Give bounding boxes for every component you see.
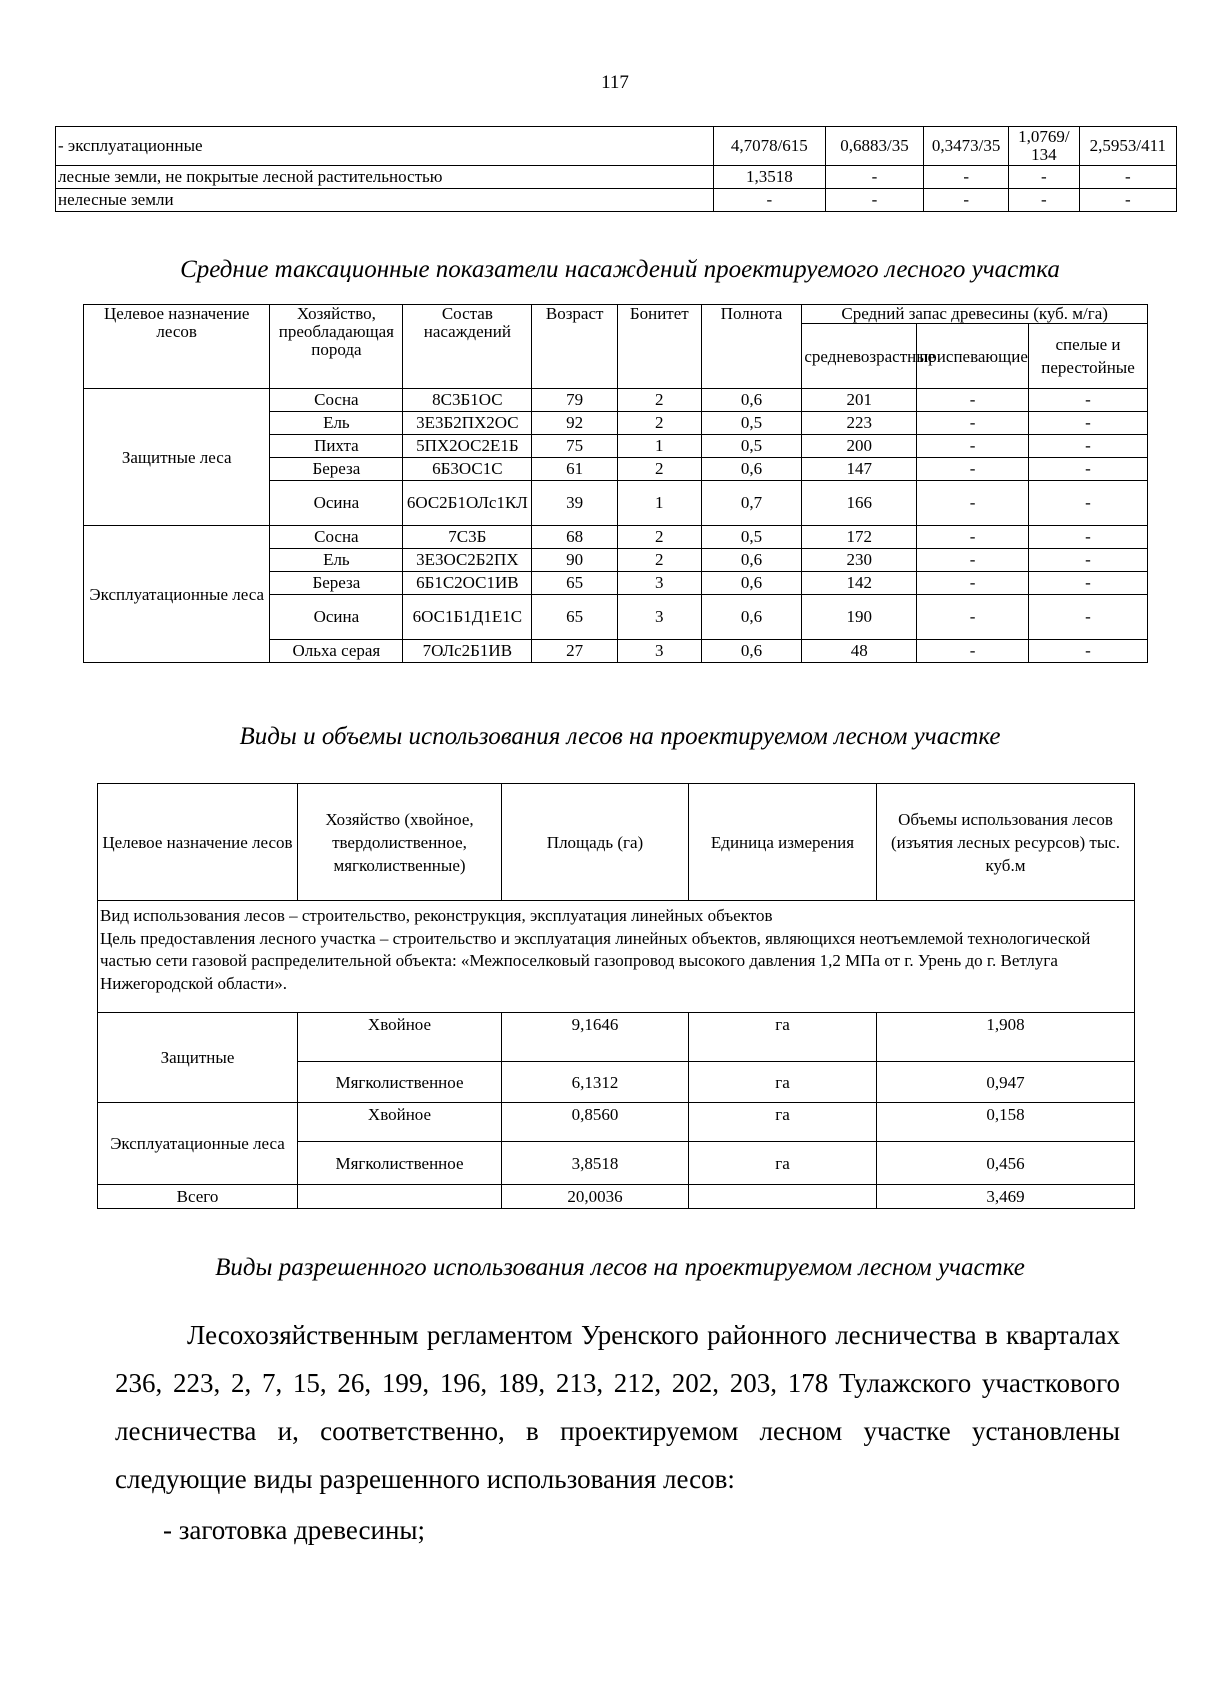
cell-volume: 0,947 [877, 1062, 1135, 1103]
header-area: Площадь (га) [502, 784, 689, 901]
row-label: - эксплуатационные [56, 127, 714, 166]
cell-ripening: - [917, 640, 1029, 663]
cell-composition: 7С3Б [403, 526, 532, 549]
header-volume: Объемы использования лесов (изъятия лесных ресурсов) тыс. куб.м [877, 784, 1135, 901]
cell-mid: 166 [802, 481, 917, 526]
cell-volume: 0,456 [877, 1142, 1135, 1185]
cell: 2,5953/411 [1079, 127, 1176, 166]
cell [689, 1185, 877, 1209]
cell-area: 3,8518 [502, 1142, 689, 1185]
table-row [84, 389, 1148, 412]
cell-density: 0,6 [701, 458, 802, 481]
cell-density: 0,6 [701, 595, 802, 640]
cell-age: 27 [532, 640, 618, 663]
cell-unit: га [689, 1062, 877, 1103]
row-label: лесные земли, не покрытые лесной растительностью [56, 166, 714, 189]
cell-density: 0,6 [701, 389, 802, 412]
cell-mature: - [1029, 412, 1148, 435]
header-stock-mature: спелые и перестойные [1029, 324, 1148, 389]
group-name: Эксплуатационные леса [84, 526, 270, 663]
cell-species: Ольха серая [270, 640, 403, 663]
cell-species: Ель [270, 412, 403, 435]
cell-age: 61 [532, 458, 618, 481]
table-row [98, 1013, 1135, 1062]
cell-mid: 200 [802, 435, 917, 458]
cell-mature: - [1029, 458, 1148, 481]
taxation-table [83, 304, 1148, 663]
cell-age: 90 [532, 549, 618, 572]
cell [298, 1185, 502, 1209]
cell-ripening: - [917, 435, 1029, 458]
heading-permitted: Виды разрешенного использования лесов на проектируемом лесном участке [215, 1254, 1025, 1281]
note-row [98, 901, 1135, 1013]
table-row [98, 1103, 1135, 1142]
cell-mature: - [1029, 572, 1148, 595]
header-stock-ripening: приспевающие [917, 324, 1029, 389]
cell-density: 0,5 [701, 412, 802, 435]
usage-goal: Цель предоставления лесного участка – строительство и эксплуатация линейных объектов, являющихся неотъемлемой технологической частью сети газовой распределительной объекта: «Межпоселковый газопровод высокого давления 1,2 МПа от г. Урень до г. Ветлуга Нижегородской области». [100, 928, 1091, 993]
table-row [84, 526, 1148, 549]
usage-note [98, 901, 1135, 1013]
cell-species: Осина [270, 481, 403, 526]
table-row [56, 166, 1177, 189]
cell-age: 65 [532, 595, 618, 640]
cell-bonitet: 2 [617, 458, 701, 481]
total-area: 20,0036 [502, 1185, 689, 1209]
table-row [56, 189, 1177, 212]
cell-mid: 201 [802, 389, 917, 412]
header-species: Хозяйство, преобладающая порода [270, 305, 403, 389]
cell-bonitet: 3 [617, 595, 701, 640]
cell: - [924, 189, 1009, 212]
cell-unit: га [689, 1013, 877, 1062]
cell-bonitet: 1 [617, 435, 701, 458]
page-number: 117 [601, 72, 629, 93]
cell-ripening: - [917, 389, 1029, 412]
cell-farm: Мягколиственное [298, 1062, 502, 1103]
header-stock-mid: средневозрастные [802, 324, 917, 389]
cell-farm: Хвойное [298, 1013, 502, 1062]
cell-ripening: - [917, 481, 1029, 526]
cell-bonitet: 2 [617, 389, 701, 412]
header-stock: Средний запас древесины (куб. м/га) [802, 305, 1148, 324]
cell-area: 9,1646 [502, 1013, 689, 1062]
cell-mature: - [1029, 526, 1148, 549]
total-label: Всего [98, 1185, 298, 1209]
cell-species: Береза [270, 572, 403, 595]
cell: - [924, 166, 1009, 189]
bullet-item: - заготовка древесины; [163, 1515, 426, 1545]
cell-species: Береза [270, 458, 403, 481]
cell-mature: - [1029, 595, 1148, 640]
cell-mid: 48 [802, 640, 917, 663]
cell-composition: 5ПХ2ОС2Е1Б [403, 435, 532, 458]
header-density: Полнота [701, 305, 802, 389]
header-unit: Единица измерения [689, 784, 877, 901]
cell-farm: Мягколиственное [298, 1142, 502, 1185]
header-purpose: Целевое назначение лесов [98, 784, 298, 901]
cell: - [1009, 189, 1079, 212]
header-row [98, 784, 1135, 901]
paragraph-text: Лесохозяйственным регламентом Уренского районного лесничества в кварталах 236, 223, 2, 7, 15, 26, 199, 196, 189, 213, 212, 202, 203, 178 Тулажского участкового лесничества и, соответственно, в проектируемом лесном участке установлены следующие виды разрешенного использования лесов: [115, 1320, 1120, 1494]
cell-species: Ель [270, 549, 403, 572]
cell-ripening: - [917, 526, 1029, 549]
cell-ripening: - [917, 549, 1029, 572]
cell-age: 92 [532, 412, 618, 435]
cell-density: 0,6 [701, 549, 802, 572]
usage-type: Вид использования лесов – строительство, реконструкция, эксплуатация линейных объектов [100, 906, 773, 925]
cell-farm: Хвойное [298, 1103, 502, 1142]
cell: - [1079, 189, 1176, 212]
cell-ripening: - [917, 595, 1029, 640]
table-row [56, 127, 1177, 166]
cell-bonitet: 2 [617, 549, 701, 572]
group-name: Эксплуатационные леса [98, 1103, 298, 1185]
cell-mature: - [1029, 389, 1148, 412]
header-row [84, 305, 1148, 324]
cell-mature: - [1029, 640, 1148, 663]
usage-table [97, 783, 1135, 1209]
cell-bonitet: 1 [617, 481, 701, 526]
cell: - [1079, 166, 1176, 189]
cell-species: Сосна [270, 389, 403, 412]
cell-volume: 0,158 [877, 1103, 1135, 1142]
cell-mid: 172 [802, 526, 917, 549]
cell-density: 0,5 [701, 526, 802, 549]
cell: 0,6883/35 [825, 127, 923, 166]
cell-mid: 147 [802, 458, 917, 481]
header-purpose: Целевое назначение лесов [84, 305, 270, 389]
cell-mid: 230 [802, 549, 917, 572]
cell-age: 75 [532, 435, 618, 458]
cell-composition: 6ОС1Б1Д1Е1С [403, 595, 532, 640]
cell-ripening: - [917, 458, 1029, 481]
cell-ripening: - [917, 412, 1029, 435]
cell-mature: - [1029, 435, 1148, 458]
cell-composition: 7ОЛс2Б1ИВ [403, 640, 532, 663]
cell-density: 0,6 [701, 640, 802, 663]
cell-ripening: - [917, 572, 1029, 595]
group-name: Защитные леса [84, 389, 270, 526]
cell-mid: 190 [802, 595, 917, 640]
cell-unit: га [689, 1103, 877, 1142]
cell-mature: - [1029, 549, 1148, 572]
cell: - [825, 166, 923, 189]
cell-mid: 142 [802, 572, 917, 595]
header-age: Возраст [532, 305, 618, 389]
cell: 4,7078/615 [713, 127, 825, 166]
cell-bonitet: 2 [617, 526, 701, 549]
land-category-table [55, 126, 1177, 212]
cell-species: Осина [270, 595, 403, 640]
total-volume: 3,469 [877, 1185, 1135, 1209]
cell-bonitet: 3 [617, 572, 701, 595]
row-label: нелесные земли [56, 189, 714, 212]
cell-composition: 6Б1С2ОС1ИВ [403, 572, 532, 595]
header-bonitet: Бонитет [617, 305, 701, 389]
group-name: Защитные [98, 1013, 298, 1103]
cell-density: 0,7 [701, 481, 802, 526]
heading-usage: Виды и объемы использования лесов на проектируемом лесном участке [239, 723, 1001, 750]
cell-volume: 1,908 [877, 1013, 1135, 1062]
body-paragraph [115, 1311, 1120, 1503]
cell-unit: га [689, 1142, 877, 1185]
cell: - [713, 189, 825, 212]
total-row [98, 1185, 1135, 1209]
cell-density: 0,5 [701, 435, 802, 458]
heading-taxation: Средние таксационные показатели насаждений проектируемого лесного участка [180, 256, 1060, 283]
cell-species: Сосна [270, 526, 403, 549]
cell-composition: 6Б3ОС1С [403, 458, 532, 481]
cell-mature: - [1029, 481, 1148, 526]
cell-composition: 3Е3Б2ПХ2ОС [403, 412, 532, 435]
cell-bonitet: 2 [617, 412, 701, 435]
cell-age: 68 [532, 526, 618, 549]
cell: 0,3473/35 [924, 127, 1009, 166]
cell-age: 65 [532, 572, 618, 595]
cell-composition: 8С3Б1ОС [403, 389, 532, 412]
header-farm: Хозяйство (хвойное, твердолиственное, мягколиственные) [298, 784, 502, 901]
cell: - [825, 189, 923, 212]
cell-age: 79 [532, 389, 618, 412]
cell-area: 0,8560 [502, 1103, 689, 1142]
cell-mid: 223 [802, 412, 917, 435]
cell: 1,3518 [713, 166, 825, 189]
cell: 1,0769/ 134 [1009, 127, 1079, 166]
cell-density: 0,6 [701, 572, 802, 595]
cell-species: Пихта [270, 435, 403, 458]
header-composition: Состав насаждений [403, 305, 532, 389]
cell: - [1009, 166, 1079, 189]
cell-composition: 6ОС2Б1ОЛс1КЛ [403, 481, 532, 526]
cell-area: 6,1312 [502, 1062, 689, 1103]
cell-composition: 3Е3ОС2Б2ПХ [403, 549, 532, 572]
cell-age: 39 [532, 481, 618, 526]
cell-bonitet: 3 [617, 640, 701, 663]
